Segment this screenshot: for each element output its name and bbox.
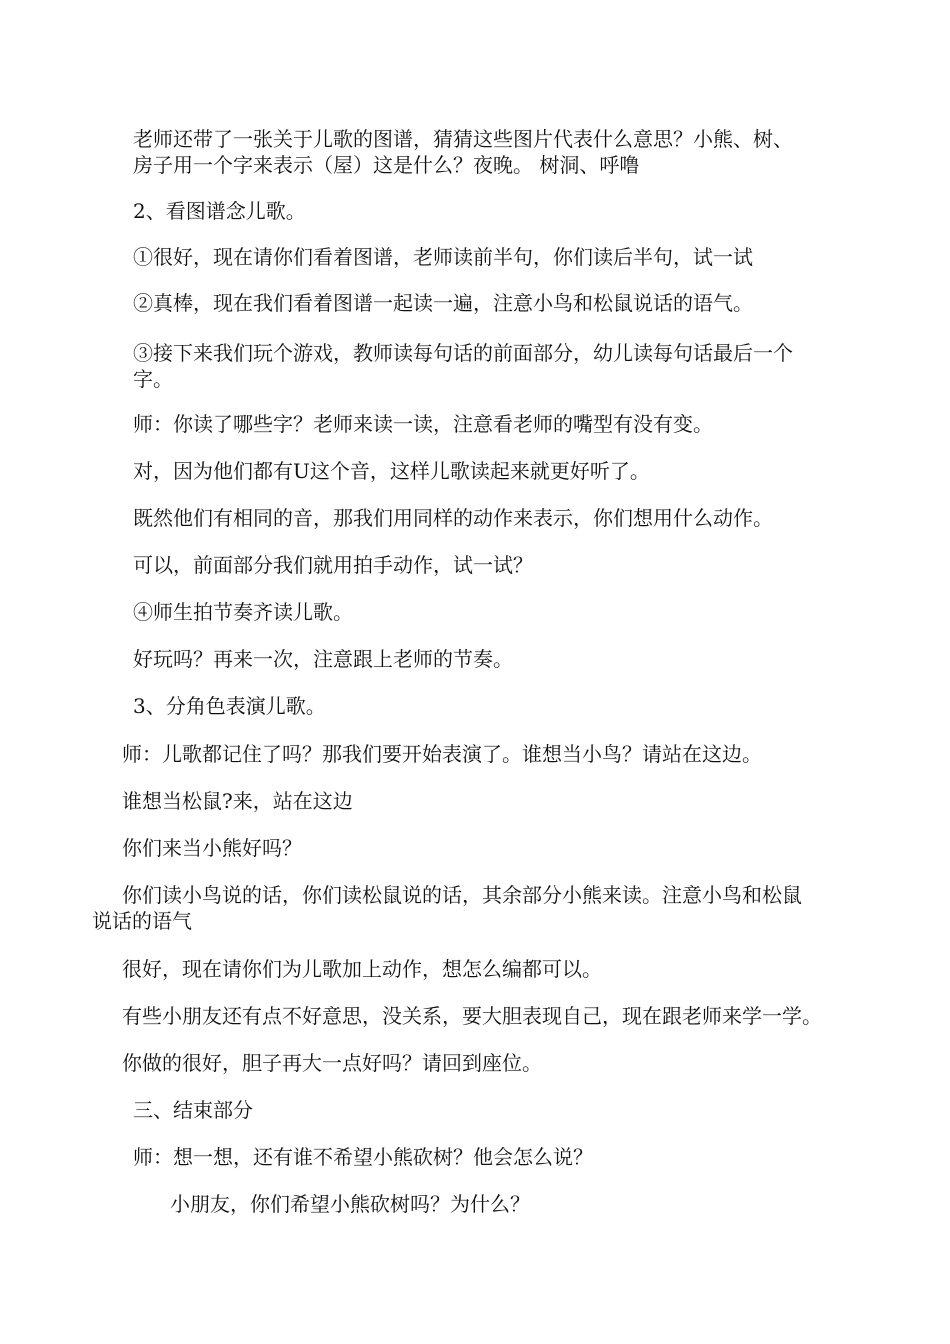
paragraph-line: 师：儿歌都记住了吗？那我们要开始表演了。谁想当小鸟？请站在这边。	[122, 742, 762, 766]
who-is-bird-paragraph	[122, 741, 762, 767]
paragraph-bear-picture-intro	[133, 126, 793, 178]
step-3-paragraph	[133, 340, 793, 392]
paragraph-line: 对，因为他们都有U这个音，这样儿歌读起来就更好听了。	[133, 459, 650, 483]
paragraph-line: 小朋友，你们希望小熊砍树吗？为什么？	[170, 1192, 530, 1216]
paragraph-line: ④师生拍节奏齐读儿歌。	[133, 600, 353, 624]
paragraph-line: ①很好，现在请你们看着图谱，老师读前半句，你们读后半句，试一试	[133, 245, 753, 269]
paragraph-line: 字。	[133, 367, 173, 391]
role-assignment-paragraph	[92, 882, 802, 934]
well-done-paragraph	[122, 1050, 542, 1076]
clapping-paragraph	[133, 552, 533, 578]
paragraph-line: 谁想当松鼠?来，站在这边	[122, 789, 353, 813]
heading-read-with-picture	[133, 198, 306, 224]
step-1-paragraph	[133, 244, 753, 270]
paragraph-line: 可以，前面部分我们就用拍手动作，试一试？	[133, 553, 533, 577]
paragraph-line: 师：你读了哪些字？老师来读一读，注意看老师的嘴型有没有变。	[133, 412, 713, 436]
heading-role-play	[133, 693, 326, 719]
teacher-question-paragraph	[133, 411, 713, 437]
paragraph-line: 你们来当小熊好吗？	[122, 836, 302, 860]
paragraph-line: 3、分角色表演儿歌。	[133, 694, 326, 718]
bear-role-paragraph	[122, 835, 302, 861]
step-2-paragraph	[133, 290, 753, 316]
paragraph-line: 你做的很好，胆子再大一点好吗？请回到座位。	[122, 1051, 542, 1075]
paragraph-line: 老师还带了一张关于儿歌的图谱，猜猜这些图片代表什么意思？小熊、树、	[133, 127, 793, 151]
add-actions-paragraph	[122, 956, 602, 982]
paragraph-line: 房子用一个字来表示（屋）这是什么？夜晚。 树洞、呼噜	[133, 153, 640, 177]
think-question-paragraph	[133, 1144, 593, 1170]
paragraph-line: ③接下来我们玩个游戏，教师读每句话的前面部分，幼儿读每句话最后一个	[133, 341, 793, 365]
step-4-paragraph	[133, 599, 353, 625]
paragraph-line: 你们读小鸟说的话，你们读松鼠说的话，其余部分小熊来读。注意小鸟和松鼠	[122, 883, 802, 907]
paragraph-line: 师：想一想，还有谁不希望小熊砍树？他会怎么说？	[133, 1145, 593, 1169]
paragraph-line: 好玩吗？再来一次，注意跟上老师的节奏。	[133, 647, 513, 671]
paragraph-line: 三、结束部分	[133, 1098, 253, 1122]
paragraph-line: ②真棒，现在我们看着图谱一起读一遍，注意小鸟和松鼠说话的语气。	[133, 291, 753, 315]
who-is-squirrel-paragraph	[122, 788, 353, 814]
paragraph-line: 很好，现在请你们为儿歌加上动作，想怎么编都可以。	[122, 957, 602, 981]
fun-again-paragraph	[133, 646, 513, 672]
paragraph-line: 有些小朋友还有点不好意思，没关系，要大胆表现自己，现在跟老师来学一学。	[122, 1004, 822, 1028]
paragraph-line: 说话的语气	[92, 909, 192, 933]
final-question-paragraph	[170, 1191, 530, 1217]
heading-ending-section	[133, 1097, 253, 1123]
be-brave-paragraph	[122, 1003, 822, 1029]
same-sound-paragraph	[133, 505, 773, 531]
u-sound-paragraph	[133, 458, 650, 484]
paragraph-line: 既然他们有相同的音，那我们用同样的动作来表示，你们想用什么动作。	[133, 506, 773, 530]
paragraph-line: 2、看图谱念儿歌。	[133, 199, 306, 223]
